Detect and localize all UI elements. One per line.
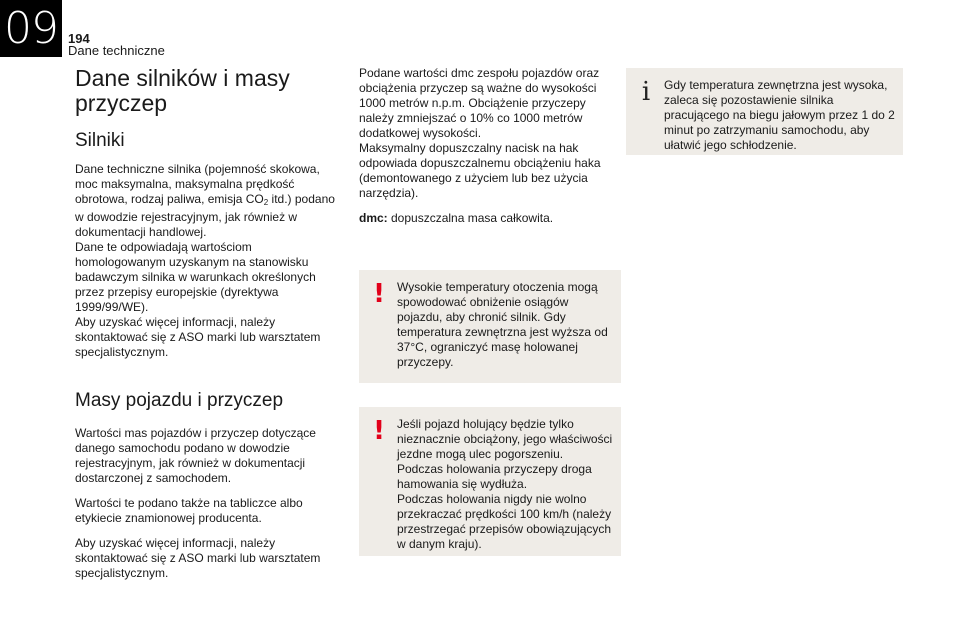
dmc-label: dmc: — [359, 211, 388, 225]
altitude-paragraph: Podane wartości dmc zespołu pojazdów oraz obciążenia przyczep są ważne do wysokości 1000 metrów n.p.m. Obciążenie przyczepy należy zmniejszać o 10% co 1000 metrów dodatkowej wysokości. — [359, 66, 600, 140]
column-left — [75, 66, 343, 591]
co2-subscript: 2 — [263, 198, 269, 207]
masses-paragraph-3: Aby uzyskać więcej informacji, należy skontaktować się z ASO marki lub warsztatem specjalistycznym. — [75, 536, 321, 580]
warning-icon: ! — [373, 416, 385, 446]
info-icon: i — [641, 77, 651, 107]
warning-text-temperature: Wysokie temperatury otoczenia mogą spowodować obniżenie osiągów pojazdu, aby chronić silnik. Gdy temperatura zewnętrzna jest wyższa od 37°C, ograniczyć masę holowanej przyczepy. — [397, 280, 608, 369]
chapter-number-box — [0, 0, 62, 57]
warning-towing-p2: Podczas holowania przyczepy droga hamowania się wydłuża. — [397, 462, 592, 491]
column-middle — [359, 66, 621, 556]
warning-note-temperature — [359, 270, 621, 383]
dmc-definition — [359, 211, 621, 226]
info-text-cooling: Gdy temperatura zewnętrzna jest wysoka, zaleca się pozostawienie silnika pracującego na biegu jałowym przez 1 do 2 minut po zatrzymaniu samochodu, aby ułatwić jego schłodzenie. — [664, 78, 895, 152]
chapter-number: 09 — [4, 3, 58, 54]
dmc-text: dopuszczalna masa całkowita. — [387, 211, 554, 225]
page-title: Dane silników i masy przyczep — [75, 65, 290, 116]
page-number: 194 — [68, 31, 90, 46]
warning-note-towing — [359, 407, 621, 556]
engines-p1-after: itd.) podano w dowodzie rejestracyjnym, jak również w dokumentacji handlowej. — [75, 192, 335, 239]
warning-towing-p1: Jeśli pojazd holujący będzie tylko nieznacznie obciążony, jego właściwości jezdne mogą ulec pogorszeniu. — [397, 417, 613, 461]
masses-paragraph-1: Wartości mas pojazdów i przyczep dotyczące danego samochodu podano w dowodzie rejestracyjnym, jak również w dokumentacji dostarczonej z samochodem. — [75, 426, 316, 485]
masses-heading: Masy pojazdu i przyczep — [75, 390, 284, 411]
section-title: Dane techniczne — [68, 43, 165, 58]
engines-p1-before: Dane techniczne silnika (pojemność skokowa, moc maksymalna, maksymalna prędkość obrotowa, rodzaj paliwa, emisja CO — [75, 162, 320, 206]
warning-towing-p3: Podczas holowania nigdy nie wolno przekraczać prędkości 100 km/h (należy przestrzegać przepisów obowiązujących w danym kraju). — [397, 492, 612, 551]
masses-paragraph-2: Wartości te podano także na tabliczce albo etykiecie znamionowej producenta. — [75, 496, 303, 525]
warning-icon: ! — [373, 279, 385, 309]
engines-heading: Silniki — [75, 130, 125, 151]
column-right — [626, 68, 903, 155]
engines-paragraph-2: Dane te odpowiadają wartościom homologowanym uzyskanym na stanowisku badawczym silnika w warunkach określonych przez przepisy europejskie (dyrektywa 1999/99/WE). — [75, 240, 316, 314]
towbar-paragraph: Maksymalny dopuszczalny nacisk na hak odpowiada dopuszczalnemu obciążeniu haka (demontowanego z użyciem lub bez użycia narzędzia). — [359, 141, 601, 200]
info-note-cooling — [626, 68, 903, 155]
engines-paragraph-1 — [75, 162, 343, 240]
engines-paragraph-3: Aby uzyskać więcej informacji, należy skontaktować się z ASO marki lub warsztatem specjalistycznym. — [75, 315, 321, 359]
